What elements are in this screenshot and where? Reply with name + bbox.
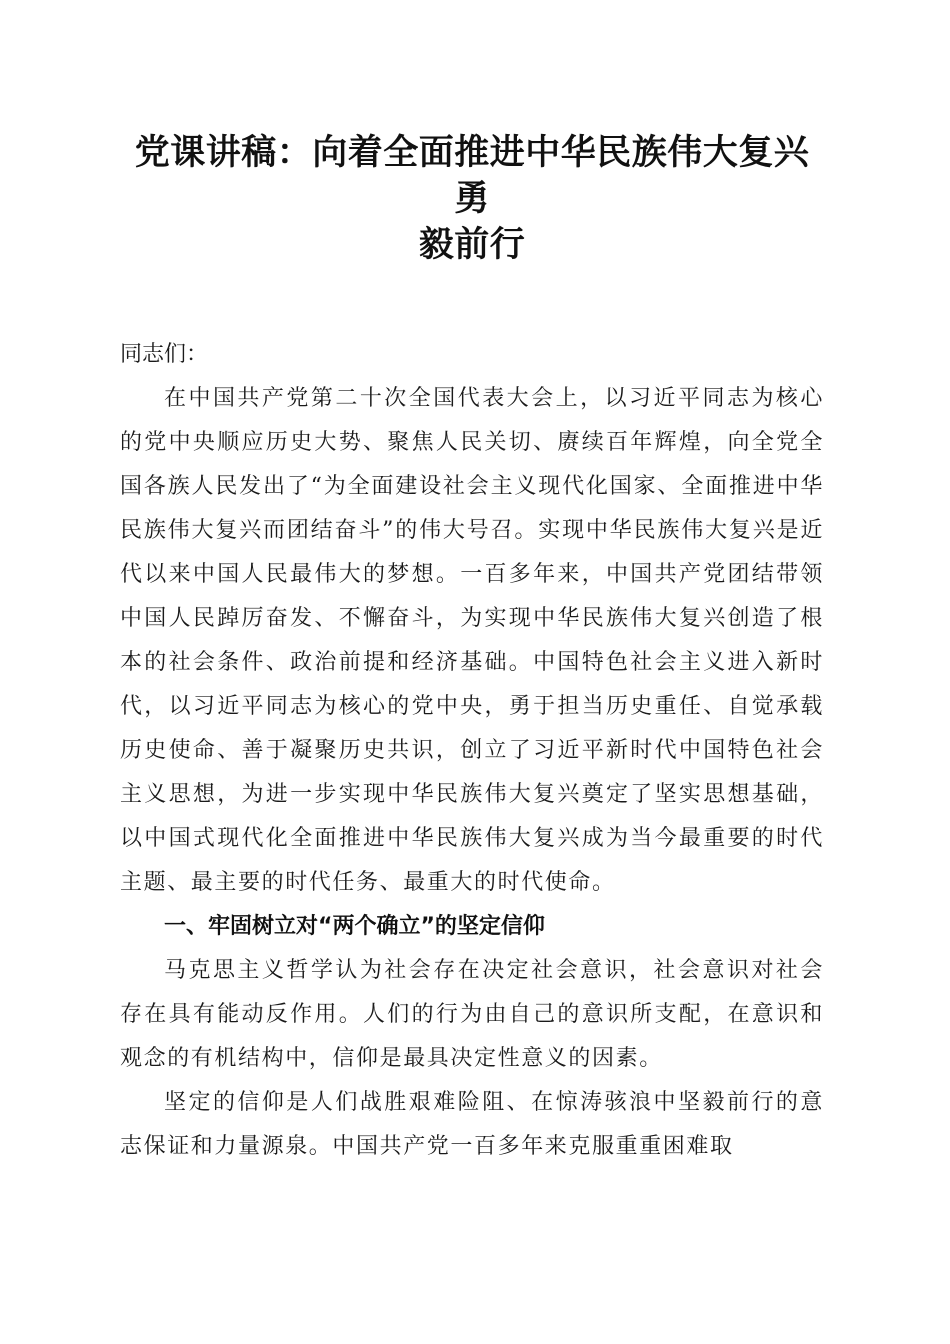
intro-paragraph: 在中国共产党第二十次全国代表大会上，以习近平同志为核心的党中央顺应历史大势、聚焦人民关切、赓续百年辉煌，向全党全国各族人民发出了“为全面建设社会主义现代化国家、全面推进中华民族伟大复兴而团结奋斗”的伟大号召。实现中华民族伟大复兴是近代以来中国人民最伟大的梦想。一百多年来，中国共产党团结带领中国人民踔厉奋发、不懈奋斗，为实现中华民族伟大复兴创造了根本的社会条件、政治前提和经济基础。中国特色社会主义进入新时代，以习近平同志为核心的党中央，勇于担当历史重任、自觉承载历史使命、善于凝聚历史共识，创立了习近平新时代中国特色社会主义思想，为进一步实现中华民族伟大复兴奠定了坚实思想基础，以中国式现代化全面推进中华民族伟大复兴成为当今最重要的时代主题、最主要的时代任务、最重大的时代使命。 xyxy=(120,386,824,895)
document-page xyxy=(120,130,824,1169)
salutation: 同志们： xyxy=(120,342,209,367)
section-heading-1: 一、牢固树立对“两个确立”的坚定信仰 xyxy=(164,914,545,939)
section-1-paragraph-1: 马克思主义哲学认为社会存在决定社会意识，社会意识对社会存在具有能动反作用。人们的行为由自己的意识所支配，在意识和观念的有机结构中，信仰是最具决定性意义的因素。 xyxy=(120,958,824,1071)
section-1-paragraph-2: 坚定的信仰是人们战胜艰难险阻、在惊涛骇浪中坚毅前行的意志保证和力量源泉。中国共产党一百多年来克服重重困难取 xyxy=(120,1090,824,1159)
document-title xyxy=(120,130,824,268)
document-title-line-1: 党课讲稿：向着全面推进中华民族伟大复兴勇 xyxy=(134,132,810,219)
document-title-line-2: 毅前行 xyxy=(418,224,526,265)
